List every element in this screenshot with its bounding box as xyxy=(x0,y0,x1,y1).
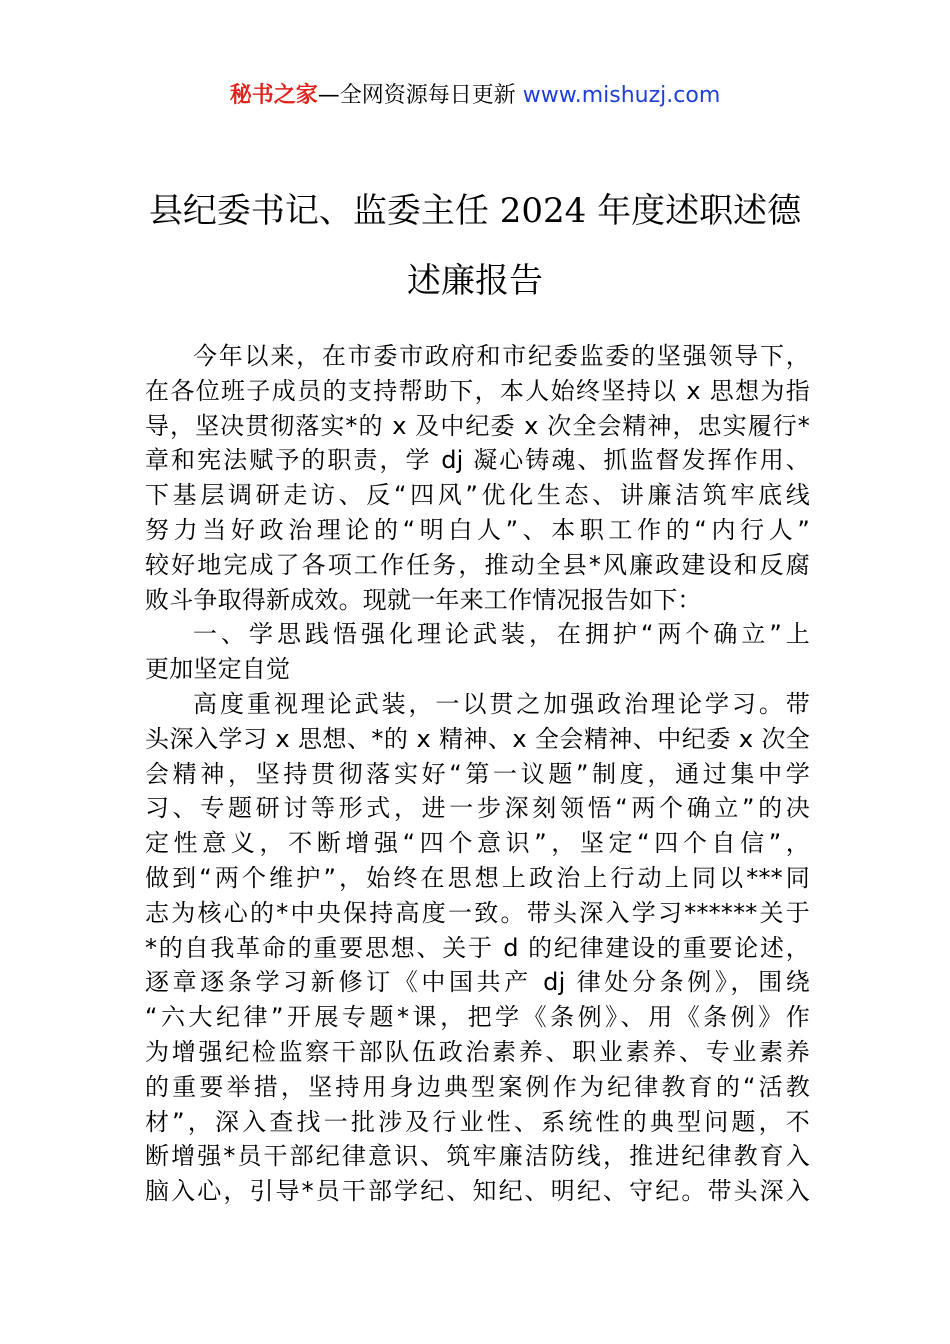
body-line: 今年以来，在市委市政府和市纪委监委的坚强领导下， xyxy=(193,342,810,370)
section-heading-line: 更加坚定自觉 xyxy=(145,655,291,684)
body-line: 定性意义，不断增强“四个意识”，坚定“四个自信”， xyxy=(145,829,810,858)
body-line: 努力当好政治理论的“明白人”、本职工作的“内行人” xyxy=(145,515,810,544)
body-line: “六大纪律”开展专题*课，把学《条例》、用《条例》作 xyxy=(145,1003,810,1032)
section-heading-line: 一、学思践悟强化理论武装，在拥护“两个确立”上 xyxy=(193,620,810,649)
document-title xyxy=(0,176,950,316)
body-line: 高度重视理论武装，一以贯之加强政治理论学习。带 xyxy=(193,689,810,718)
body-line: 做到“两个维护”，始终在思想上政治上行动上同以***同 xyxy=(145,863,810,892)
body-line: 断增强*员干部纪律意识、筑牢廉洁防线，推进纪律教育入 xyxy=(145,1142,810,1171)
body-line: 材”，深入查找一批涉及行业性、系统性的典型问题，不 xyxy=(145,1107,810,1136)
body-line: 头深入学习 x 思想、*的 x 精神、x 全会精神、中纪委 x 次全 xyxy=(145,724,810,753)
title-line-2: 述廉报告 xyxy=(407,261,543,301)
body-line: 败斗争取得新成效。现就一年来工作情况报告如下： xyxy=(145,585,702,614)
body-line: 较好地完成了各项工作任务，推动全县*风廉政建设和反腐 xyxy=(145,550,810,579)
title-line-1: 县纪委书记、监委主任 2024 年度述职述德 xyxy=(148,191,802,231)
body-line: 志为核心的*中央保持高度一致。带头深入学习******关于 xyxy=(145,898,810,927)
body-line: 下基层调研走访、反“四风”优化生态、讲廉洁筑牢底线 xyxy=(145,481,810,510)
site-url-link[interactable]: www.mishuzj.com xyxy=(522,83,721,108)
body-line: 脑入心，引导*员干部学纪、知纪、明纪、守纪。带头深入 xyxy=(145,1177,810,1206)
body-line: 导，坚决贯彻落实*的 x 及中纪委 x 次全会精神，忠实履行* xyxy=(145,411,810,440)
body-line: 在各位班子成员的支持帮助下，本人始终坚持以 x 思想为指 xyxy=(145,376,810,405)
body-line: 习、专题研讨等形式，进一步深刻领悟“两个确立”的决 xyxy=(145,794,810,823)
header-tagline: —全网资源每日更新 xyxy=(317,83,516,108)
body-line: 会精神，坚持贯彻落实好“第一议题”制度，通过集中学 xyxy=(145,759,810,788)
body-line: 章和宪法赋予的职责，学 dj 凝心铸魂、抓监督发挥作用、 xyxy=(145,446,810,475)
site-header xyxy=(0,80,950,112)
brand-name: 秘书之家 xyxy=(229,83,318,108)
body-line: *的自我革命的重要思想、关于 d 的纪律建设的重要论述， xyxy=(145,933,810,962)
body-line: 逐章逐条学习新修订《中国共产 dj 律处分条例》，围绕 xyxy=(145,968,810,997)
report-body xyxy=(145,339,810,1209)
body-line: 为增强纪检监察干部队伍政治素养、职业素养、专业素养 xyxy=(145,1037,810,1066)
body-line: 的重要举措，坚持用身边典型案例作为纪律教育的“活教 xyxy=(145,1072,810,1101)
